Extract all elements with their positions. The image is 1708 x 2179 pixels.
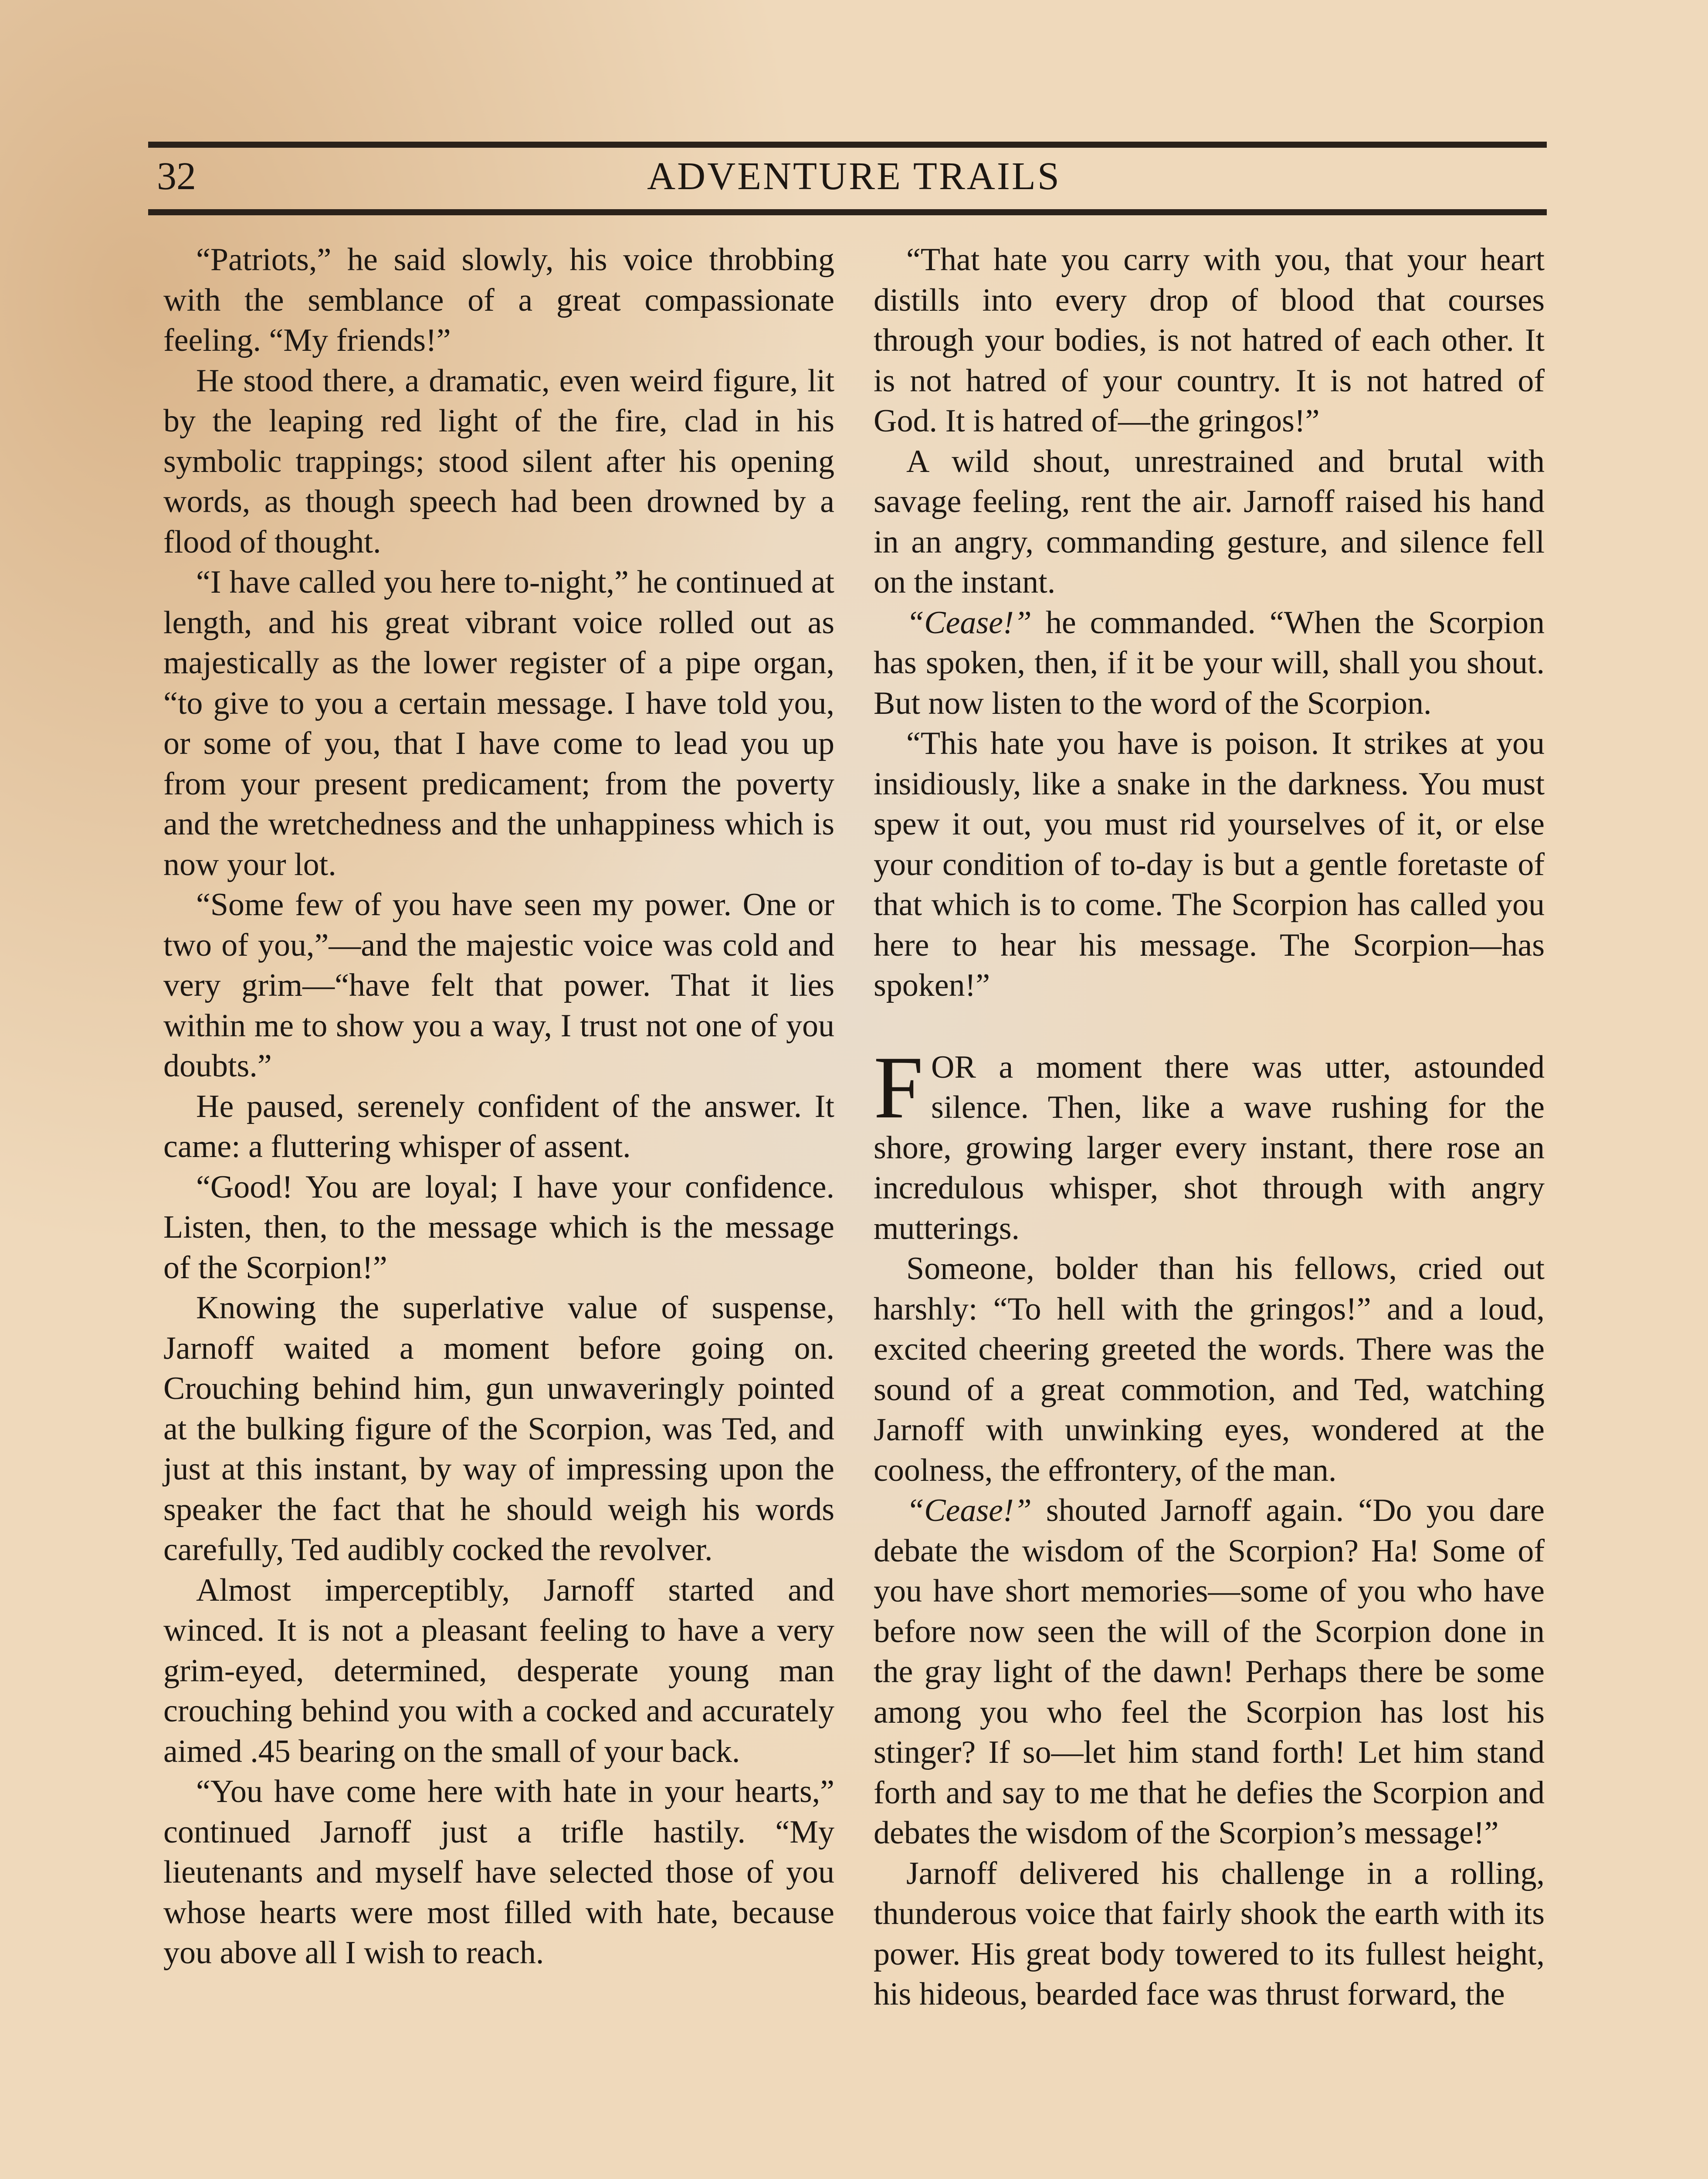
paragraph: He paused, serenely confident of the answer. It came: a fluttering whisper of assent. [163, 1088, 834, 1164]
paragraph: He stood there, a dramatic, even weird figure, lit by the leaping red light of the fire, clad in his symbolic trappings; stood silent after his opening words, as though speech had been drowned by a flood of thought. [163, 363, 834, 560]
paragraph: A wild shout, unrestrained and brutal with savage feeling, rent the air. Jarnoff raised his hand in an angry, commanding gesture, and silence fell on the instant. [874, 443, 1545, 600]
drop-cap: F [874, 1038, 924, 1137]
paragraph: “Good! You are loyal; I have your confidence. Listen, then, to the message which is the message of the Scorpion!” [163, 1169, 834, 1286]
paragraph: “You have come here with hate in your hearts,” continued Jarnoff just a trifle hastily. “My lieutenants and myself have selected those of you whose hearts were most filled with hate, because you above all I wish to reach. [163, 1774, 834, 1971]
paragraph: Knowing the superlative value of suspense, Jarnoff waited a moment before going on. Crouching behind him, gun unwaveringly pointed at the bulking figure of the Scorpion, was Ted, and just at this instant, by way of impressing upon the speaker the fact that he should weigh his words carefully, Ted audibly cocked the revolver. [163, 1290, 834, 1568]
paragraph: Jarnoff delivered his challenge in a rolling, thunderous voice that fairly shook the earth with its power. His great body towered to its fullest height, his hideous, bearded face was thrust forward, the [874, 1855, 1545, 2012]
paragraph-text: he commanded. “When the Scorpion has spoken, then, if it be your will, shall you shout. But now listen to the word of the Scorpion. [874, 604, 1545, 721]
paragraph-dropcap [874, 1038, 1545, 1249]
paragraph [874, 1490, 1545, 1853]
paragraph [874, 603, 1545, 724]
header-rule-top [148, 142, 1547, 148]
left-column [163, 240, 834, 1973]
paragraph: Someone, bolder than his fellows, cried out harshly: “To hell with the gringos!” and a loud, excited cheering greeted the words. There was the sound of a great commotion, and Ted, watching Jarnoff with unwinking eyes, wondered at the coolness, the effrontery, of the man. [874, 1251, 1545, 1488]
running-head: ADVENTURE TRAILS [647, 155, 1061, 198]
italic-cease: “Cease!” [906, 1493, 1032, 1528]
paragraph: “I have called you here to-night,” he continued at length, and his great vibrant voice rolled out as majestically as the lower register of a pipe organ, “to give to you a certain message. I have told you, or some of you, that I have come to lead you up from your present predicament; from the poverty and the wretchedness and the unhappiness which is now your lot. [163, 564, 834, 882]
header-rule-bottom [148, 209, 1547, 215]
paragraph: Almost imperceptibly, Jarnoff started and winced. It is not a pleasant feeling to have a very grim-eyed, determined, desperate young man crouching behind you with a cocked and accurately aimed .45 bearing on the small of your back. [163, 1572, 834, 1769]
page-number: 32 [157, 155, 196, 198]
paragraph: “Some few of you have seen my power. One or two of you,”—and the majestic voice was cold and very grim—“have felt that power. That it lies within me to show you a way, I trust not one of you doubts.” [163, 887, 834, 1084]
paragraph-text: OR a moment there was utter, astounded silence. Then, like a wave rushing for the shore, growing larger every instant, there rose an incredulous whisper, shot through with angry mutterings. [874, 1049, 1545, 1246]
right-column [874, 240, 1545, 2015]
paragraph: “Patriots,” he said slowly, his voice throbbing with the semblance of a great compassionate feeling. “My friends!” [163, 242, 834, 358]
paragraph-text: shouted Jarnoff again. “Do you dare debate the wisdom of the Scorpion? Ha! Some of you have short memories—some of you who have before now seen the will of the Scorpion done in the gray light of the dawn! Perhaps there be some among you who feel the Scorpion has lost his stinger? If so—let him stand forth! Let him stand forth and say to me that he defies the Scorpion and debates the wisdom of the Scorpion’s message!” [874, 1493, 1545, 1851]
paragraph: “This hate you have is poison. It strikes at you insidiously, like a snake in the darkness. You must spew it out, you must rid yourselves of it, or else your condition of to-day is but a gentle foretaste of that which is to come. The Scorpion has called you here to hear his message. The Scorpion—has spoken!” [874, 726, 1545, 1003]
italic-cease: “Cease!” [906, 604, 1032, 641]
paragraph: “That hate you carry with you, that your heart distills into every drop of blood that courses through your bodies, is not hatred of each other. It is not hatred of your country. It is not hatred of God. It is hatred of—the gringos!” [874, 242, 1545, 439]
